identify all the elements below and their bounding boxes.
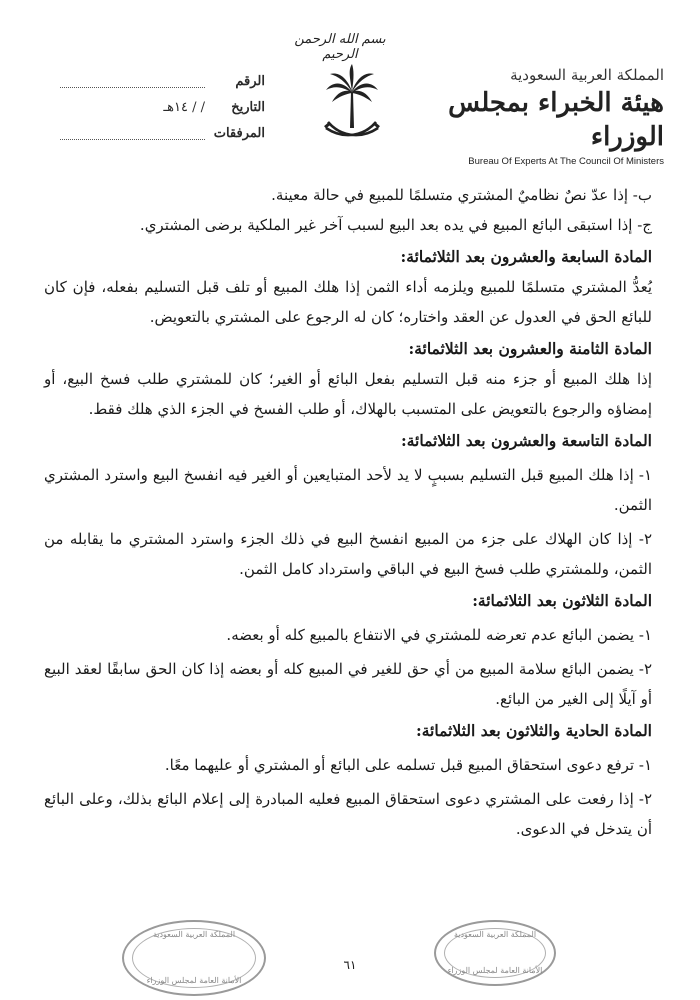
numbered-item: ٢- إذا كان الهلاك على جزء من المبيع انفسخ البيع في ذلك الجزء واسترد المشتري ما يقابله من الثمن، وللمشتري طلب فسخ البيع في الباقي واسترداد كامل الثمن.	[44, 530, 652, 578]
date-row	[50, 94, 265, 120]
article-paragraph: يُعدُّ المشتري متسلمًا للمبيع ويلزمه أداء الثمن إذا هلك المبيع أو تلف قبل التسليم بفعله، فإن كان للبائع الحق في العدول عن العقد واختاره؛ كان له الرجوع على المشتري بالتعويض.	[44, 278, 652, 326]
stamp-text: المملكة العربية السعودية	[152, 930, 236, 939]
article-heading: المادة الثامنة والعشرون بعد الثلاثمائة:	[408, 339, 652, 358]
clause-b: ب- إذا عدّ نصٌ نظاميٌ المشتري متسلمًا للمبيع في حالة معينة.	[271, 186, 652, 204]
organization-block	[424, 66, 664, 167]
stamp-text: المملكة العربية السعودية	[453, 930, 537, 939]
ref-line	[60, 75, 205, 88]
bureau-name-arabic: هيئة الخبراء بمجلس الوزراء	[448, 88, 664, 152]
article-heading: المادة التاسعة والعشرون بعد الثلاثمائة:	[401, 431, 652, 450]
document-body	[44, 180, 652, 844]
kingdom-name: المملكة العربية السعودية	[510, 66, 664, 84]
article-paragraph: إذا هلك المبيع أو جزء منه قبل التسليم بفعل البائع أو الغير؛ كان للمشتري طلب فسخ البيع، أو إمضاؤه والرجوع بالتعويض على المتسبب بالهلاك، أو طلب الفسخ في الجزء الذي هلك فقط.	[44, 370, 652, 418]
attachments-row	[50, 120, 265, 146]
document-meta	[50, 68, 265, 146]
ref-row	[50, 68, 265, 94]
bureau-name-english: Bureau Of Experts At The Council Of Ministers	[468, 156, 664, 167]
clause-c: ج- إذا استبقى البائع المبيع في يده بعد البيع لسبب آخر غير الملكية برضى المشتري.	[139, 216, 652, 234]
official-stamp-left	[122, 920, 266, 996]
numbered-item: ١- يضمن البائع عدم تعرضه للمشتري في الانتفاع بالمبيع كله أو بعضه.	[226, 626, 652, 644]
ref-label: الرقم	[235, 73, 265, 89]
numbered-item: ١- ترفع دعوى استحقاق المبيع قبل تسلمه على البائع أو المشتري أو عليهما معًا.	[164, 756, 652, 774]
saudi-emblem-icon	[320, 62, 384, 152]
date-value: / / ١٤هـ	[163, 99, 205, 115]
article-heading: المادة الثلاثون بعد الثلاثمائة:	[472, 591, 652, 610]
numbered-item: ٢- إذا رفعت على المشتري دعوى استحقاق المبيع فعليه المبادرة إلى إعلام البائع بذلك، وعلى البائع أن يتدخل في الدعوى.	[44, 790, 652, 838]
page-number: ٦١	[343, 958, 357, 972]
numbered-item: ١- إذا هلك المبيع قبل التسليم بسببٍ لا يد لأحد المتبايعين أو الغير فيه انفسخ البيع واسترد المشتري الثمن.	[44, 466, 652, 514]
attachments-line	[60, 127, 205, 140]
numbered-item: ٢- يضمن البائع سلامة المبيع من أي حق للغير في المبيع كله أو بعضه إذا كان الحق سابقًا لعقد البيع أو آيلًا إلى الغير من البائع.	[44, 660, 652, 708]
date-label: التاريخ	[231, 99, 265, 115]
stamp-text: الأمانة العامة لمجلس الوزراء	[447, 966, 543, 975]
attachments-label: المرفقات	[213, 125, 265, 141]
stamp-text: الأمانة العامة لمجلس الوزراء	[146, 976, 242, 985]
article-heading: المادة السابعة والعشرون بعد الثلاثمائة:	[400, 247, 652, 266]
bismillah-calligraphy: بسم الله الرحمن الرحيم	[294, 32, 386, 62]
article-heading: المادة الحادية والثلاثون بعد الثلاثمائة:	[416, 721, 652, 740]
official-stamp-right	[434, 920, 556, 986]
